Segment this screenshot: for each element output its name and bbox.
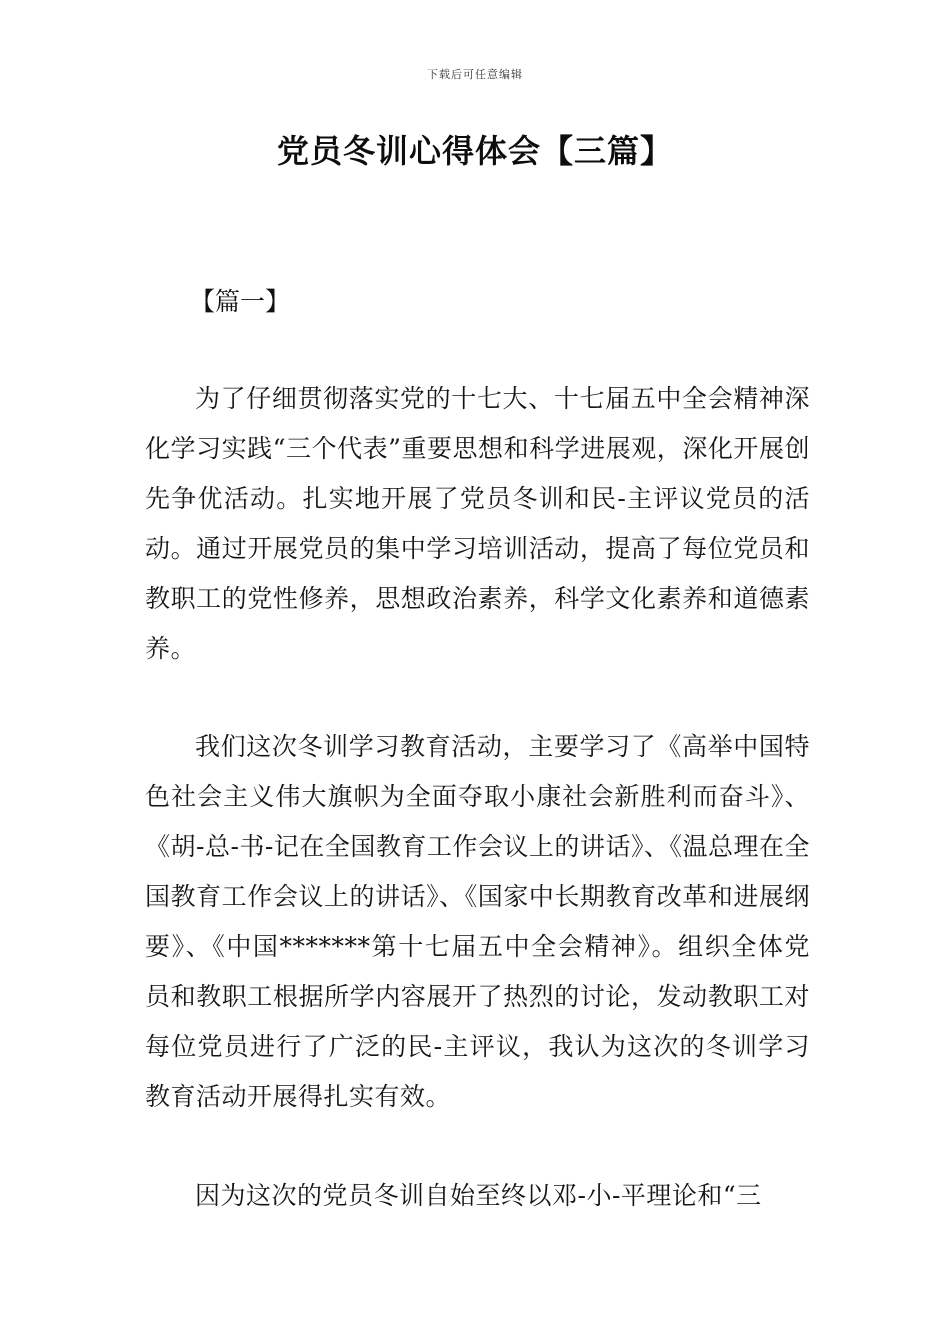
- section-label: 【篇一】: [190, 287, 291, 316]
- document-title: 党员冬训心得体会【三篇】: [276, 132, 673, 170]
- paragraph-1: 为了仔细贯彻落实党的十七大、十七届五中全会精神深化学习实践“三个代表”重要思想和科学进展观，深化开展创先争优活动。扎实地开展了党员冬训和民-主评议党员的活动。通过开展党员的集中学习培训活动，提高了每位党员和教职工的党性修养，思想政治素养，科学文化素养和道德素养。: [145, 384, 810, 663]
- paragraph-3: 因为这次的党员冬训自始至终以邓-小-平理论和“三: [195, 1181, 762, 1210]
- paragraph-2: 我们这次冬训学习教育活动，主要学习了《高举中国特色社会主义伟大旗帜为全面夺取小康社会新胜利而奋斗》、《胡-总-书-记在全国教育工作会议上的讲话》、《温总理在全国教育工作会议上的讲话》、《国家中长期教育改革和进展纲要》、《中国*******第十七届五中全会精神》。组织全体党员和教职工根据所学内容展开了热烈的讨论，发动教职工对每位党员进行了广泛的民-主评议，我认为这次的冬训学习教育活动开展得扎实有效。: [145, 732, 810, 1111]
- header-note: 下载后可任意编辑: [427, 68, 523, 81]
